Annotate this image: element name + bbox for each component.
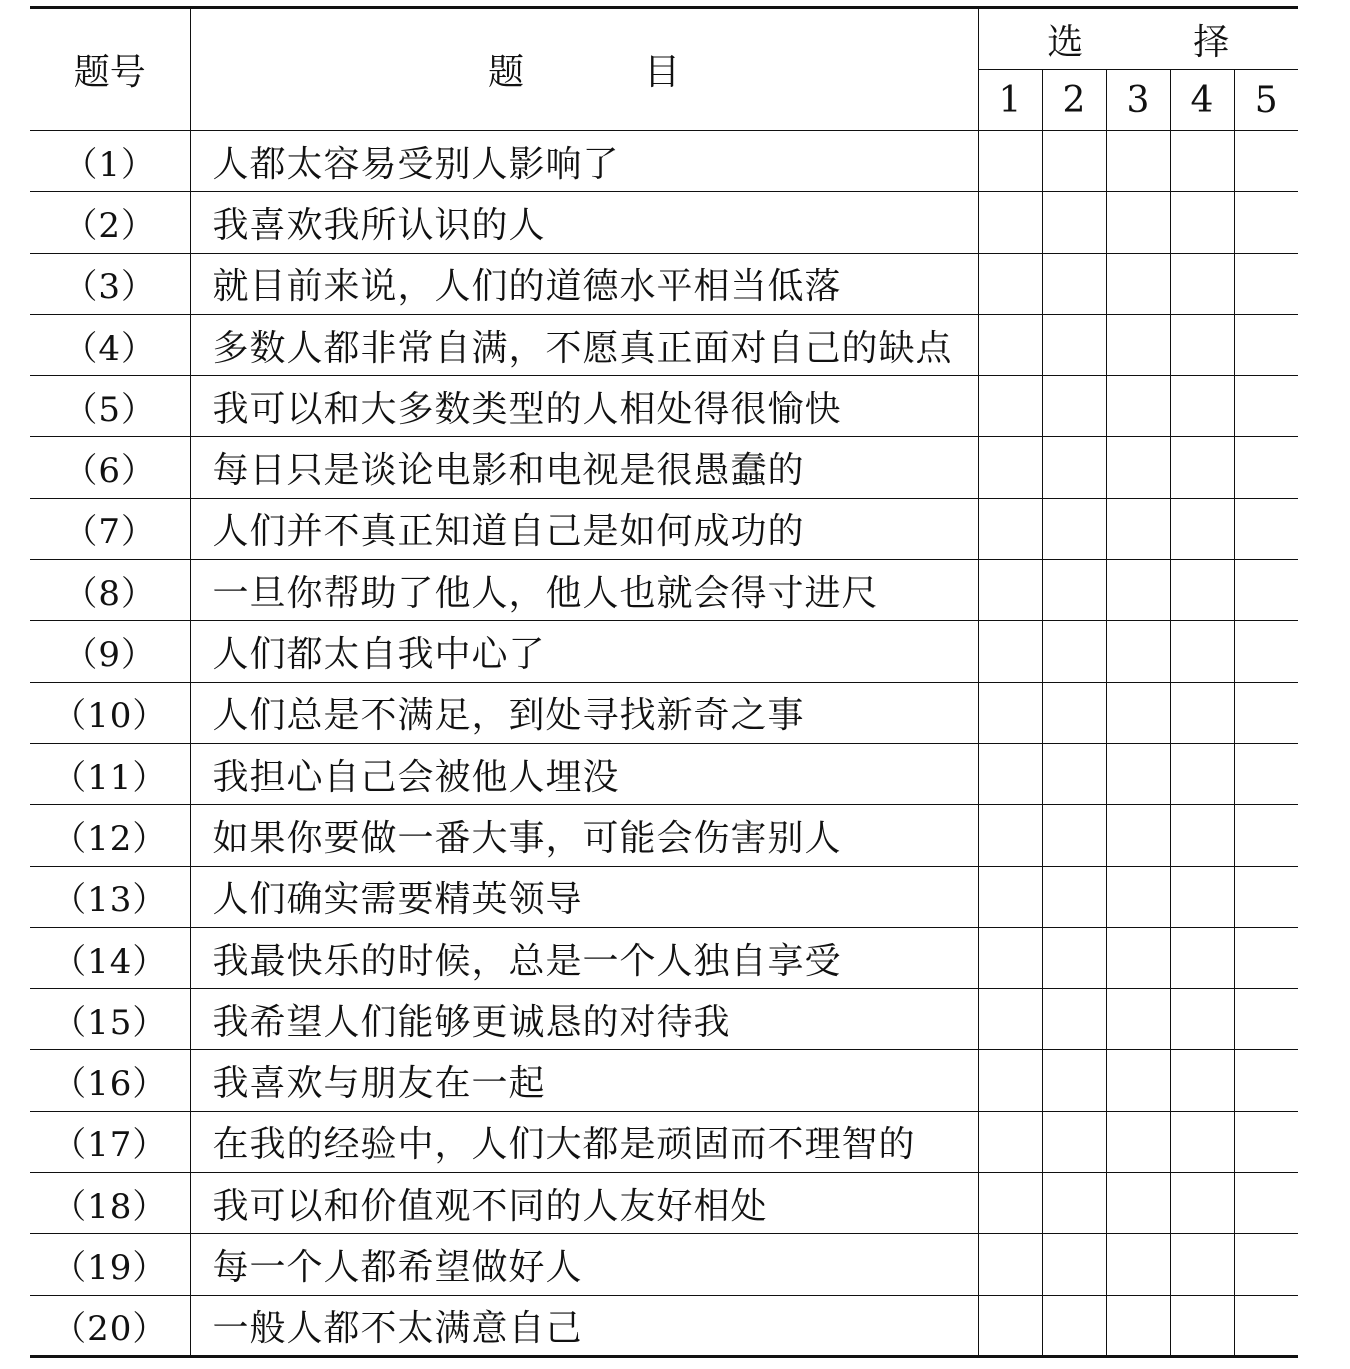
choice-cell-1[interactable] — [978, 989, 1042, 1050]
question-number: （18） — [30, 1173, 190, 1234]
choice-cell-5[interactable] — [1234, 498, 1298, 559]
choice-cell-1[interactable] — [978, 253, 1042, 314]
table-row — [30, 1111, 1298, 1172]
table-row — [30, 866, 1298, 927]
question-text: 一般人都不太满意自己 — [190, 1295, 978, 1356]
choice-cell-2[interactable] — [1042, 866, 1106, 927]
question-text: 每日只是谈论电影和电视是很愚蠢的 — [190, 437, 978, 498]
question-number: （2） — [30, 192, 190, 253]
choice-cell-3[interactable] — [1106, 253, 1170, 314]
choice-cell-4[interactable] — [1170, 805, 1234, 866]
choice-cell-3[interactable] — [1106, 376, 1170, 437]
choice-cell-4[interactable] — [1170, 314, 1234, 375]
choice-cell-5[interactable] — [1234, 866, 1298, 927]
choice-cell-1[interactable] — [978, 1295, 1042, 1356]
question-text: 人都太容易受别人影响了 — [190, 131, 978, 192]
question-number: （9） — [30, 621, 190, 682]
choice-cell-5[interactable] — [1234, 1295, 1298, 1356]
choice-cell-2[interactable] — [1042, 743, 1106, 804]
choice-cell-2[interactable] — [1042, 498, 1106, 559]
choice-cell-5[interactable] — [1234, 682, 1298, 743]
table-row — [30, 1050, 1298, 1111]
question-number: （19） — [30, 1234, 190, 1295]
table-row — [30, 498, 1298, 559]
choice-cell-4[interactable] — [1170, 1050, 1234, 1111]
question-text: 人们总是不满足，到处寻找新奇之事 — [190, 682, 978, 743]
question-number: （1） — [30, 131, 190, 192]
choice-cell-3[interactable] — [1106, 682, 1170, 743]
choice-cell-3[interactable] — [1106, 743, 1170, 804]
table-row — [30, 253, 1298, 314]
choice-cell-2[interactable] — [1042, 805, 1106, 866]
choice-cell-1[interactable] — [978, 1050, 1042, 1111]
question-text: 人们并不真正知道自己是如何成功的 — [190, 498, 978, 559]
choice-cell-1[interactable] — [978, 131, 1042, 192]
question-number: （10） — [30, 682, 190, 743]
table-row — [30, 989, 1298, 1050]
choice-cell-4[interactable] — [1170, 743, 1234, 804]
table-row — [30, 376, 1298, 437]
choice-cell-2[interactable] — [1042, 682, 1106, 743]
choice-cell-3[interactable] — [1106, 498, 1170, 559]
table-row — [30, 1173, 1298, 1234]
choice-cell-1[interactable] — [978, 1173, 1042, 1234]
table-row — [30, 314, 1298, 375]
choice-cell-5[interactable] — [1234, 1111, 1298, 1172]
question-text: 我可以和价值观不同的人友好相处 — [190, 1173, 978, 1234]
choice-cell-4[interactable] — [1170, 498, 1234, 559]
choice-cell-5[interactable] — [1234, 989, 1298, 1050]
table-row — [30, 927, 1298, 988]
choice-cell-5[interactable] — [1234, 1173, 1298, 1234]
question-number: （20） — [30, 1295, 190, 1356]
choice-cell-1[interactable] — [978, 866, 1042, 927]
question-text: 就目前来说，人们的道德水平相当低落 — [190, 253, 978, 314]
question-text: 我希望人们能够更诚恳的对待我 — [190, 989, 978, 1050]
question-text: 每一个人都希望做好人 — [190, 1234, 978, 1295]
choice-cell-1[interactable] — [978, 376, 1042, 437]
question-number: （15） — [30, 989, 190, 1050]
question-text: 我喜欢我所认识的人 — [190, 192, 978, 253]
choice-cell-1[interactable] — [978, 805, 1042, 866]
question-number: （13） — [30, 866, 190, 927]
choice-cell-5[interactable] — [1234, 437, 1298, 498]
table-row — [30, 682, 1298, 743]
question-number: （4） — [30, 314, 190, 375]
choice-cell-1[interactable] — [978, 314, 1042, 375]
question-number: （17） — [30, 1111, 190, 1172]
header-option-1: 1 — [978, 70, 1042, 131]
choice-cell-1[interactable] — [978, 927, 1042, 988]
choice-cell-3[interactable] — [1106, 1111, 1170, 1172]
question-text: 一旦你帮助了他人，他人也就会得寸进尺 — [190, 560, 978, 621]
choice-cell-3[interactable] — [1106, 192, 1170, 253]
choice-cell-2[interactable] — [1042, 927, 1106, 988]
question-text: 我最快乐的时候，总是一个人独自享受 — [190, 927, 978, 988]
choice-cell-4[interactable] — [1170, 1173, 1234, 1234]
header-option-2: 2 — [1042, 70, 1106, 131]
header-choice — [978, 8, 1298, 70]
header-option-5: 5 — [1234, 70, 1298, 131]
choice-cell-3[interactable] — [1106, 1234, 1170, 1295]
question-number: （12） — [30, 805, 190, 866]
choice-cell-2[interactable] — [1042, 131, 1106, 192]
choice-cell-2[interactable] — [1042, 376, 1106, 437]
choice-cell-4[interactable] — [1170, 376, 1234, 437]
choice-cell-4[interactable] — [1170, 621, 1234, 682]
header-row — [30, 8, 1298, 70]
header-option-4: 4 — [1170, 70, 1234, 131]
header-choice-char-1: 选 — [1047, 21, 1084, 63]
choice-cell-3[interactable] — [1106, 989, 1170, 1050]
choice-cell-1[interactable] — [978, 437, 1042, 498]
question-text: 人们确实需要精英领导 — [190, 866, 978, 927]
choice-cell-3[interactable] — [1106, 314, 1170, 375]
choice-cell-1[interactable] — [978, 498, 1042, 559]
question-text: 在我的经验中，人们大都是顽固而不理智的 — [190, 1111, 978, 1172]
question-number: （3） — [30, 253, 190, 314]
choice-cell-4[interactable] — [1170, 560, 1234, 621]
choice-cell-2[interactable] — [1042, 192, 1106, 253]
table-row — [30, 560, 1298, 621]
choice-cell-4[interactable] — [1170, 927, 1234, 988]
choice-cell-4[interactable] — [1170, 682, 1234, 743]
question-text: 多数人都非常自满，不愿真正面对自己的缺点 — [190, 314, 978, 375]
choice-cell-5[interactable] — [1234, 1050, 1298, 1111]
choice-cell-4[interactable] — [1170, 437, 1234, 498]
choice-cell-1[interactable] — [978, 1111, 1042, 1172]
choice-cell-5[interactable] — [1234, 805, 1298, 866]
choice-cell-2[interactable] — [1042, 437, 1106, 498]
header-choice-char-2: 择 — [1193, 21, 1230, 63]
choice-cell-3[interactable] — [1106, 805, 1170, 866]
question-number: （11） — [30, 743, 190, 804]
table-row — [30, 1234, 1298, 1295]
choice-cell-1[interactable] — [978, 621, 1042, 682]
choice-cell-4[interactable] — [1170, 253, 1234, 314]
questionnaire-table — [30, 6, 1298, 1358]
choice-cell-2[interactable] — [1042, 560, 1106, 621]
table-row — [30, 743, 1298, 804]
choice-cell-4[interactable] — [1170, 989, 1234, 1050]
question-number: （8） — [30, 560, 190, 621]
choice-cell-2[interactable] — [1042, 1295, 1106, 1356]
question-number: （7） — [30, 498, 190, 559]
choice-cell-1[interactable] — [978, 560, 1042, 621]
choice-cell-4[interactable] — [1170, 1295, 1234, 1356]
choice-cell-3[interactable] — [1106, 927, 1170, 988]
choice-cell-3[interactable] — [1106, 560, 1170, 621]
table-row — [30, 1295, 1298, 1356]
choice-cell-5[interactable] — [1234, 192, 1298, 253]
choice-cell-5[interactable] — [1234, 621, 1298, 682]
choice-cell-4[interactable] — [1170, 1234, 1234, 1295]
choice-cell-3[interactable] — [1106, 1173, 1170, 1234]
choice-cell-4[interactable] — [1170, 866, 1234, 927]
choice-cell-2[interactable] — [1042, 989, 1106, 1050]
choice-cell-5[interactable] — [1234, 314, 1298, 375]
table-row — [30, 192, 1298, 253]
choice-cell-1[interactable] — [978, 192, 1042, 253]
choice-cell-5[interactable] — [1234, 1234, 1298, 1295]
choice-cell-5[interactable] — [1234, 927, 1298, 988]
question-text: 我喜欢与朋友在一起 — [190, 1050, 978, 1111]
choice-cell-5[interactable] — [1234, 253, 1298, 314]
choice-cell-3[interactable] — [1106, 621, 1170, 682]
table-row — [30, 131, 1298, 192]
question-number: （6） — [30, 437, 190, 498]
choice-cell-2[interactable] — [1042, 621, 1106, 682]
choice-cell-2[interactable] — [1042, 253, 1106, 314]
choice-cell-2[interactable] — [1042, 1050, 1106, 1111]
choice-cell-4[interactable] — [1170, 131, 1234, 192]
choice-cell-3[interactable] — [1106, 131, 1170, 192]
table-row — [30, 437, 1298, 498]
table-body — [30, 131, 1298, 1357]
question-text: 我担心自己会被他人埋没 — [190, 743, 978, 804]
header-option-3: 3 — [1106, 70, 1170, 131]
question-number: （5） — [30, 376, 190, 437]
choice-cell-2[interactable] — [1042, 1234, 1106, 1295]
header-question-number: 题号 — [30, 8, 190, 131]
table-row — [30, 805, 1298, 866]
choice-cell-1[interactable] — [978, 682, 1042, 743]
choice-cell-3[interactable] — [1106, 437, 1170, 498]
question-number: （14） — [30, 927, 190, 988]
choice-cell-5[interactable] — [1234, 560, 1298, 621]
choice-cell-1[interactable] — [978, 1234, 1042, 1295]
choice-cell-5[interactable] — [1234, 743, 1298, 804]
question-number: （16） — [30, 1050, 190, 1111]
choice-cell-4[interactable] — [1170, 1111, 1234, 1172]
choice-cell-5[interactable] — [1234, 376, 1298, 437]
header-item-char-1: 题 — [487, 52, 524, 93]
question-text: 人们都太自我中心了 — [190, 621, 978, 682]
table-row — [30, 621, 1298, 682]
choice-cell-2[interactable] — [1042, 1111, 1106, 1172]
question-text: 我可以和大多数类型的人相处得很愉快 — [190, 376, 978, 437]
header-question-item — [190, 8, 978, 131]
choice-cell-1[interactable] — [978, 743, 1042, 804]
header-item-char-2: 目 — [644, 52, 681, 93]
choice-cell-3[interactable] — [1106, 866, 1170, 927]
choice-cell-3[interactable] — [1106, 1295, 1170, 1356]
choice-cell-2[interactable] — [1042, 314, 1106, 375]
question-text: 如果你要做一番大事，可能会伤害别人 — [190, 805, 978, 866]
choice-cell-2[interactable] — [1042, 1173, 1106, 1234]
choice-cell-4[interactable] — [1170, 192, 1234, 253]
choice-cell-5[interactable] — [1234, 131, 1298, 192]
choice-cell-3[interactable] — [1106, 1050, 1170, 1111]
